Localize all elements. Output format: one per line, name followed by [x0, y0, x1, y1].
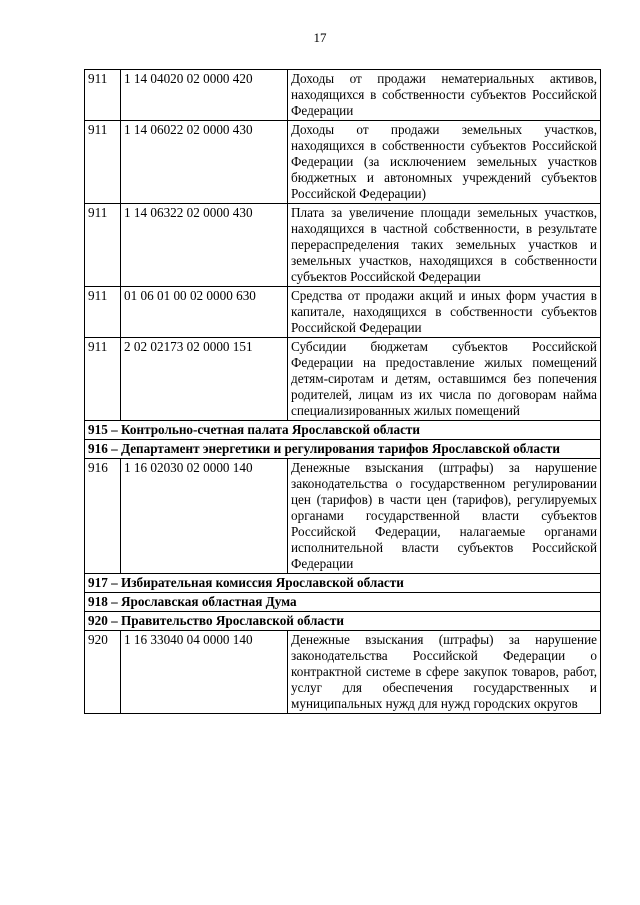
admin-code-cell: 916: [85, 459, 121, 574]
section-title-text: 918 – Ярославская областная Дума: [88, 594, 297, 609]
section-header-row: [85, 421, 601, 440]
section-title: [85, 421, 601, 440]
description-cell: Плата за увеличение площади земельных участков, находящихся в частной собственности, в результате перераспределения таких земельных участков и земельных участков, находящихся в собственности субъектов Российской Федерации: [288, 204, 601, 287]
revenue-classification-table: [84, 69, 601, 714]
table-row: [85, 287, 601, 338]
description-cell: Доходы от продажи земельных участков, находящихся в собственности субъектов Российской Федерации (за исключением земельных участков бюджетных и автономных учреждений субъектов Российской Федерации): [288, 121, 601, 204]
section-header-row: [85, 593, 601, 612]
table-row: [85, 70, 601, 121]
description-cell: Средства от продажи акций и иных форм участия в капитале, находящихся в собственности субъектов Российской Федерации: [288, 287, 601, 338]
section-header-row: [85, 440, 601, 459]
section-title: [85, 574, 601, 593]
description-cell: Денежные взыскания (штрафы) за нарушение законодательства о государственном регулировании цен (тарифов) в части цен (тарифов), регулируемых органами государственной власти субъектов Российской Федерации, налагаемые органами исполнительной власти субъектов Российской Федерации: [288, 459, 601, 574]
classification-code-cell: 1 14 06022 02 0000 430: [121, 121, 288, 204]
section-header-row: [85, 612, 601, 631]
table-row: [85, 121, 601, 204]
classification-code-cell: 1 16 33040 04 0000 140: [121, 631, 288, 714]
admin-code-cell: 911: [85, 338, 121, 421]
admin-code-cell: 911: [85, 121, 121, 204]
section-title-text: 917 – Избирательная комиссия Ярославской области: [88, 575, 404, 590]
section-title-text: 916 – Департамент энергетики и регулирования тарифов Ярославской области: [88, 441, 560, 456]
classification-code-cell: 01 06 01 00 02 0000 630: [121, 287, 288, 338]
description-cell: Денежные взыскания (штрафы) за нарушение законодательства Российской Федерации о контрактной системе в сфере закупок товаров, работ, услуг для обеспечения государственных и муниципальных нужд для нужд городских округов: [288, 631, 601, 714]
page-number: 17: [313, 30, 327, 45]
section-title: [85, 440, 601, 459]
description-cell: Субсидии бюджетам субъектов Российской Федерации на предоставление жилых помещений детям-сиротам и детям, оставшимся без попечения родителей, лицам из их числа по договорам найма специализированных жилых помещений: [288, 338, 601, 421]
table-row: [85, 338, 601, 421]
classification-code-cell: 1 14 06322 02 0000 430: [121, 204, 288, 287]
section-title: [85, 612, 601, 631]
section-title-text: 920 – Правительство Ярославской области: [88, 613, 344, 628]
classification-code-cell: 1 14 04020 02 0000 420: [121, 70, 288, 121]
table-row: [85, 631, 601, 714]
classification-code-cell: 2 02 02173 02 0000 151: [121, 338, 288, 421]
table-row: [85, 204, 601, 287]
section-title: [85, 593, 601, 612]
admin-code-cell: 911: [85, 204, 121, 287]
table-row: [85, 459, 601, 574]
section-header-row: [85, 574, 601, 593]
section-title-text: 915 – Контрольно-счетная палата Ярославской области: [88, 422, 421, 437]
classification-code-cell: 1 16 02030 02 0000 140: [121, 459, 288, 574]
admin-code-cell: 911: [85, 287, 121, 338]
admin-code-cell: 920: [85, 631, 121, 714]
admin-code-cell: 911: [85, 70, 121, 121]
description-cell: Доходы от продажи нематериальных активов, находящихся в собственности субъектов Российской Федерации: [288, 70, 601, 121]
table-body: [85, 70, 601, 714]
